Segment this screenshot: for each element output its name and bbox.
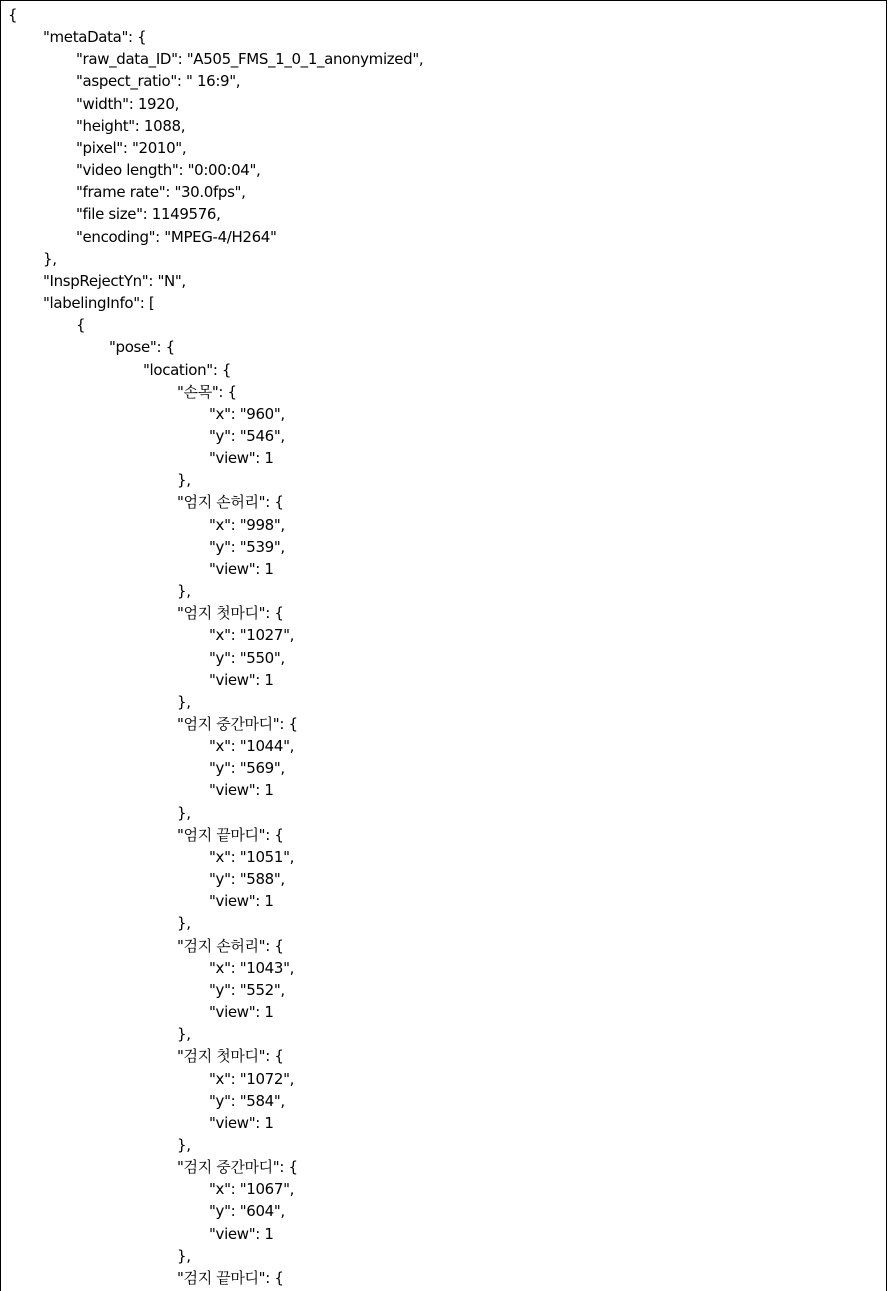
json-line: }, bbox=[177, 582, 191, 601]
json-line: "엄지 끝마디": { bbox=[177, 825, 284, 844]
json-line: { bbox=[8, 6, 18, 24]
json-line: "y": "584", bbox=[209, 1091, 285, 1110]
json-line: }, bbox=[177, 692, 191, 711]
json-line: "y": "552", bbox=[209, 980, 285, 999]
json-line: "y": "604", bbox=[209, 1202, 285, 1221]
json-line: "view": 1 bbox=[209, 559, 274, 578]
json-line: }, bbox=[177, 1135, 191, 1154]
json-line: }, bbox=[177, 1025, 191, 1044]
json-line: }, bbox=[43, 249, 57, 268]
json-line: "raw_data_ID": "A505_FMS_1_0_1_anonymized", bbox=[76, 50, 424, 69]
json-line: "x": "1027", bbox=[209, 626, 295, 645]
json-line: "x": "1051", bbox=[209, 847, 295, 866]
json-line: "y": "569", bbox=[209, 759, 285, 778]
json-line: "x": "1067", bbox=[209, 1180, 295, 1199]
json-line: "view": 1 bbox=[209, 449, 274, 468]
json-line: "검지 손허리": { bbox=[177, 936, 284, 955]
json-line: "엄지 첫마디": { bbox=[177, 604, 284, 623]
json-line: "pixel": "2010", bbox=[76, 138, 187, 157]
json-line: "검지 첫마디": { bbox=[177, 1047, 284, 1066]
json-line: "width": 1920, bbox=[76, 94, 180, 113]
json-line: "엄지 중간마디": { bbox=[177, 715, 298, 733]
json-line: }, bbox=[177, 471, 191, 490]
json-line: "y": "546", bbox=[209, 426, 285, 445]
json-line: "x": "1043", bbox=[209, 958, 295, 977]
json-line: "x": "1072", bbox=[209, 1069, 295, 1088]
json-line: "video length": "0:00:04", bbox=[76, 161, 261, 180]
json-line: "손목": { bbox=[177, 382, 237, 401]
json-line: "view": 1 bbox=[209, 1003, 274, 1022]
json-line: "location": { bbox=[143, 360, 232, 379]
json-line: "엄지 손허리": { bbox=[177, 493, 284, 512]
json-line: "labelingInfo": [ bbox=[43, 294, 155, 313]
json-line: "x": "960", bbox=[209, 404, 285, 423]
json-line: { bbox=[76, 316, 86, 335]
json-line: "view": 1 bbox=[209, 670, 274, 689]
json-line: "encoding": "MPEG-4/H264" bbox=[76, 227, 277, 246]
json-line: "file size": 1149576, bbox=[76, 205, 221, 224]
json-line: }, bbox=[177, 803, 191, 822]
json-line: "view": 1 bbox=[209, 1113, 274, 1132]
json-line: "y": "550", bbox=[209, 648, 285, 667]
json-line: "x": "1044", bbox=[209, 737, 295, 756]
json-line: "view": 1 bbox=[209, 781, 274, 800]
json-line: "view": 1 bbox=[209, 1224, 274, 1243]
json-line: "InspRejectYn": "N", bbox=[43, 271, 186, 290]
json-line: "height": 1088, bbox=[76, 116, 186, 135]
json-line: "aspect_ratio": " 16:9", bbox=[76, 72, 241, 91]
json-line: "검지 끝마디": { bbox=[177, 1268, 284, 1287]
json-line: "metaData": { bbox=[43, 28, 147, 47]
json-line: "x": "998", bbox=[209, 515, 285, 534]
json-line: "검지 중간마디": { bbox=[177, 1158, 298, 1177]
json-line: "y": "539", bbox=[209, 537, 285, 556]
json-line: }, bbox=[177, 914, 191, 933]
json-line: "view": 1 bbox=[209, 892, 274, 911]
json-line: "frame rate": "30.0fps", bbox=[76, 183, 246, 202]
json-line: "y": "588", bbox=[209, 870, 285, 889]
json-line: "pose": { bbox=[109, 338, 175, 357]
json-line: }, bbox=[177, 1246, 191, 1265]
